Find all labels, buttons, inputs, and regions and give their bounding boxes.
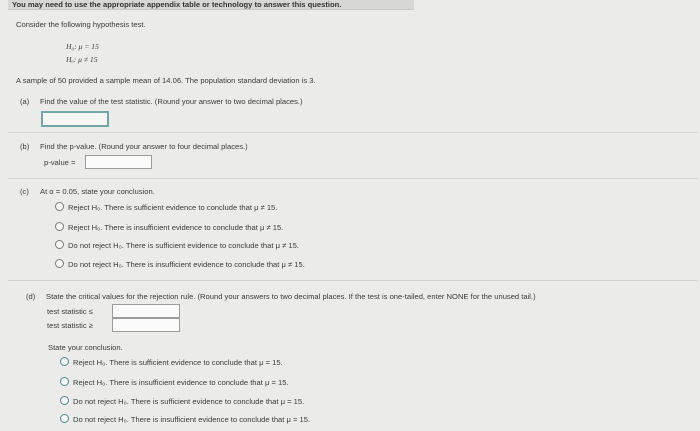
part-c-label: (c) — [20, 187, 29, 196]
radio-button-icon[interactable] — [55, 259, 64, 268]
sample-description: A sample of 50 provided a sample mean of 14.06. The population standard deviation is 3. — [16, 76, 316, 85]
option-label: Do not reject H₀. There is sufficient evidence to conclude that μ = 15. — [73, 397, 305, 406]
radio-button-icon[interactable] — [55, 240, 64, 249]
null-hypothesis: H₀: μ = 15 — [66, 42, 99, 51]
option-label: Do not reject H₀. There is insufficient evidence to conclude that μ ≠ 15. — [68, 260, 305, 269]
radio-button-icon[interactable] — [60, 357, 69, 366]
part-a-label: (a) — [20, 97, 30, 106]
critical-value-upper-label: test statistic ≥ — [47, 321, 93, 330]
option-label: Do not reject H₀. There is sufficient evidence to conclude that μ ≠ 15. — [68, 241, 299, 250]
p-value-label: p-value = — [44, 158, 76, 167]
radio-button-icon[interactable] — [60, 396, 69, 405]
option-label: Reject H₀. There is insufficient evidence to conclude that μ = 15. — [73, 378, 289, 387]
separator — [8, 178, 698, 179]
critical-value-upper-input[interactable] — [112, 318, 180, 332]
part-a-question: Find the value of the test statistic. (Round your answer to two decimal places.) — [40, 97, 303, 106]
alternative-hypothesis: Hₐ: μ ≠ 15 — [66, 55, 98, 64]
option-label: Do not reject H₀. There is insufficient evidence to conclude that μ = 15. — [73, 415, 311, 424]
part-b-question: Find the p-value. (Round your answer to four decimal places.) — [40, 142, 248, 151]
part-d-label: (d) — [26, 292, 36, 301]
separator — [8, 280, 698, 281]
critical-value-lower-label: test statistic ≤ — [47, 307, 93, 316]
part-d-option-3[interactable] — [60, 396, 304, 406]
option-label: Reject H₀. There is sufficient evidence to conclude that μ = 15. — [73, 358, 283, 367]
part-c-question: At α = 0.05, state your conclusion. — [40, 187, 155, 196]
part-b-label: (b) — [20, 142, 30, 151]
radio-button-icon[interactable] — [60, 377, 69, 386]
test-statistic-input[interactable] — [41, 111, 109, 127]
part-c-option-1[interactable] — [55, 202, 277, 212]
instruction-banner: You may need to use the appropriate appendix table or technology to answer this question. — [8, 0, 414, 10]
part-c-option-4[interactable] — [55, 259, 305, 269]
part-c-option-2[interactable] — [55, 222, 283, 232]
option-label: Reject H₀. There is sufficient evidence to conclude that μ ≠ 15. — [68, 203, 278, 212]
part-d-option-1[interactable] — [60, 357, 283, 367]
radio-button-icon[interactable] — [60, 414, 69, 423]
intro-text: Consider the following hypothesis test. — [16, 20, 146, 29]
conclusion-label: State your conclusion. — [48, 343, 123, 352]
separator — [8, 132, 698, 133]
radio-button-icon[interactable] — [55, 202, 64, 211]
radio-button-icon[interactable] — [55, 222, 64, 231]
part-d-option-2[interactable] — [60, 377, 289, 387]
part-c-option-3[interactable] — [55, 240, 299, 250]
part-d-option-4[interactable] — [60, 414, 310, 424]
p-value-input[interactable] — [85, 155, 152, 169]
part-d-question: State the critical values for the rejection rule. (Round your answers to two decimal places. If the test is one-tailed, enter NONE for the unused tail.) — [46, 292, 536, 301]
critical-value-lower-input[interactable] — [112, 304, 180, 318]
option-label: Reject H₀. There is insufficient evidence to conclude that μ ≠ 15. — [68, 223, 284, 232]
